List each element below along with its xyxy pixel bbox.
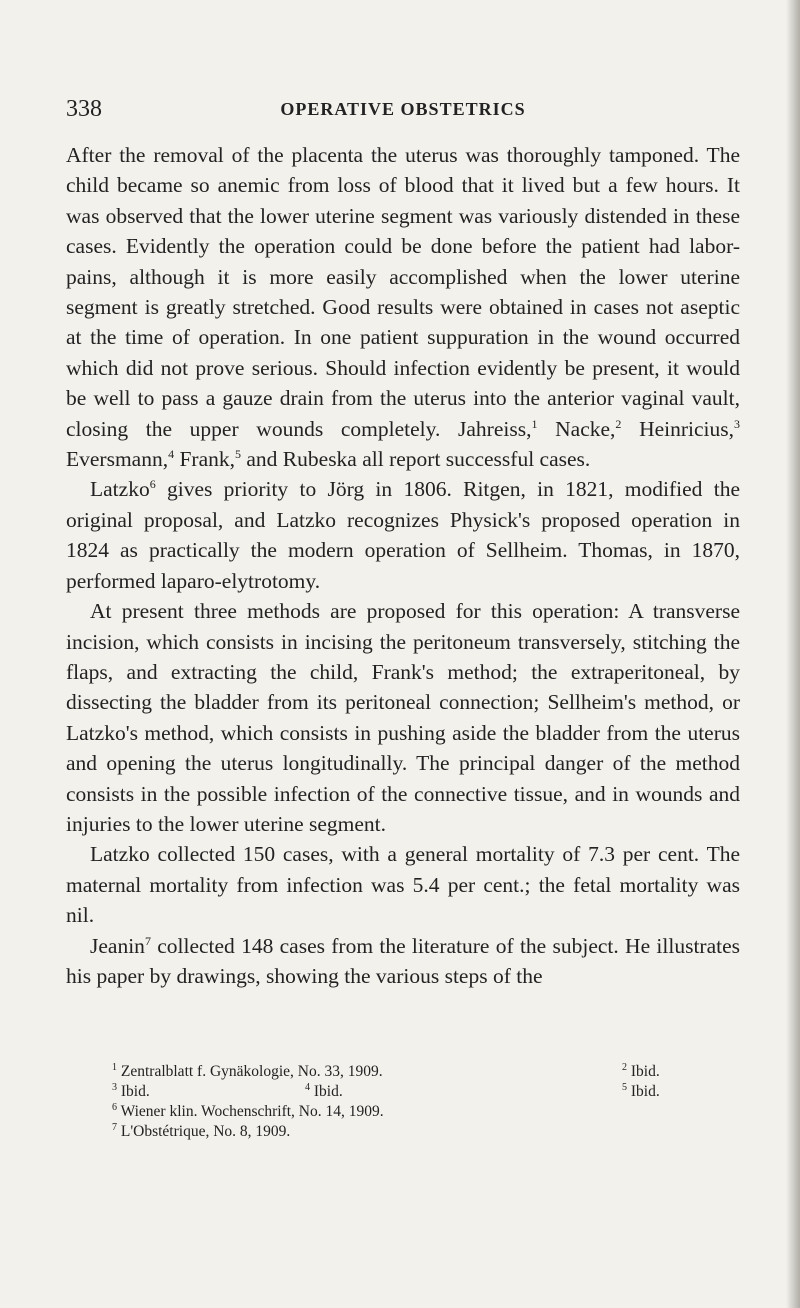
footnote-2: $^2$ Ibid. <box>622 1062 660 1080</box>
page-number: 338 <box>66 96 102 122</box>
footnote-ref-4: 4 <box>168 447 175 462</box>
author-latzko: Latzko <box>90 477 150 502</box>
page-edge-shadow <box>786 0 800 1308</box>
author-jeanin: Jeanin <box>90 933 145 958</box>
footnote-row <box>112 1082 742 1102</box>
footnote-5: $^5$ Ibid. <box>622 1082 660 1100</box>
author-eversmann: Eversmann, <box>66 447 169 472</box>
paragraph-5: Jeanin$^7$ collected 148 cases from the literature of the subject. He illustrates his paper by drawings, showing the various steps of the <box>66 933 740 988</box>
footnote-row <box>112 1102 742 1122</box>
footnote-4: $^4$ Ibid. <box>305 1082 343 1100</box>
footnote-row <box>112 1122 742 1142</box>
footnote-ref-6: 6 <box>149 477 156 492</box>
author-heinricius: Heinricius, <box>639 416 734 441</box>
footnote-7: $^7$ L'Obstétrique, No. 8, 1909. <box>112 1122 291 1140</box>
author-nacke: Nacke, <box>555 416 616 441</box>
footnote-ref-7: 7 <box>144 933 151 948</box>
footnote-ref-5: 5 <box>235 447 242 462</box>
body-text <box>66 140 740 991</box>
footnote-1: $^1$ Zentralblatt f. Gynäkologie, No. 33, 1909. <box>112 1062 383 1080</box>
author-frank: Frank, <box>179 447 236 472</box>
author-jahreiss: Jahreiss, <box>458 416 532 441</box>
running-head: OPERATIVE OBSTETRICS <box>280 99 526 119</box>
footnote-row <box>112 1062 742 1082</box>
footnote-3: $^3$ Ibid. <box>112 1082 150 1100</box>
footnote-ref-2: 2 <box>615 416 622 431</box>
paragraph-1: After the removal of the placenta the uterus was thoroughly tamponed. The child became so anemic from loss of blood that it lived but a few hours. It was observed that the lower uterine segment was variously distended in these cases. Evidently the operation could be done before the patient had labor-pains, although it is more easily accomplished when the lower uterine segment is greatly stretched. Good results were obtained in cases not aseptic at the time of operation. In one patient suppuration in the wound occurred which did not prove serious. Should infection evidently be present, it would be well to pass a gauze drain from the uterus into the anterior vaginal vault, closing the upper wounds completely. Jahreiss,$^1$ Nacke,$^2$ Heinricius,$^3$ Eversmann,$^4$ Frank,$^5$ and Rubeska all report successful cases. <box>66 143 740 472</box>
page-header <box>66 96 740 126</box>
paragraph-3: At present three methods are proposed for this operation: A transverse incision, which consists in incising the peritoneum transversely, stitching the flaps, and extracting the child, Frank's method; the extraperitoneal, by dissecting the bladder from its peritoneal connection; Sellheim's method, or Latzko's method, which consists in pushing aside the bladder from the uterus and opening the uterus longitudinally. The principal danger of the method consists in the possible infection of the connective tissue, and in wounds and injuries to the lower uterine segment. <box>66 599 740 836</box>
paragraph-4: Latzko collected 150 cases, with a general mortality of 7.3 per cent. The maternal mortality from infection was 5.4 per cent.; the fetal mortality was nil. <box>66 842 740 928</box>
footnote-6: $^6$ Wiener klin. Wochenschrift, No. 14, 1909. <box>112 1102 384 1120</box>
footnote-ref-3: 3 <box>734 416 740 431</box>
paragraph-2: Latzko$^6$ gives priority to Jörg in 1806. Ritgen, in 1821, modified the original proposal, and Latzko recognizes Physick's proposed operation in 1824 as practically the modern operation of Sellheim. Thomas, in 1870, performed laparo-elytrotomy. <box>66 477 740 593</box>
footnote-ref-1: 1 <box>531 416 538 431</box>
footnotes <box>112 1062 742 1142</box>
